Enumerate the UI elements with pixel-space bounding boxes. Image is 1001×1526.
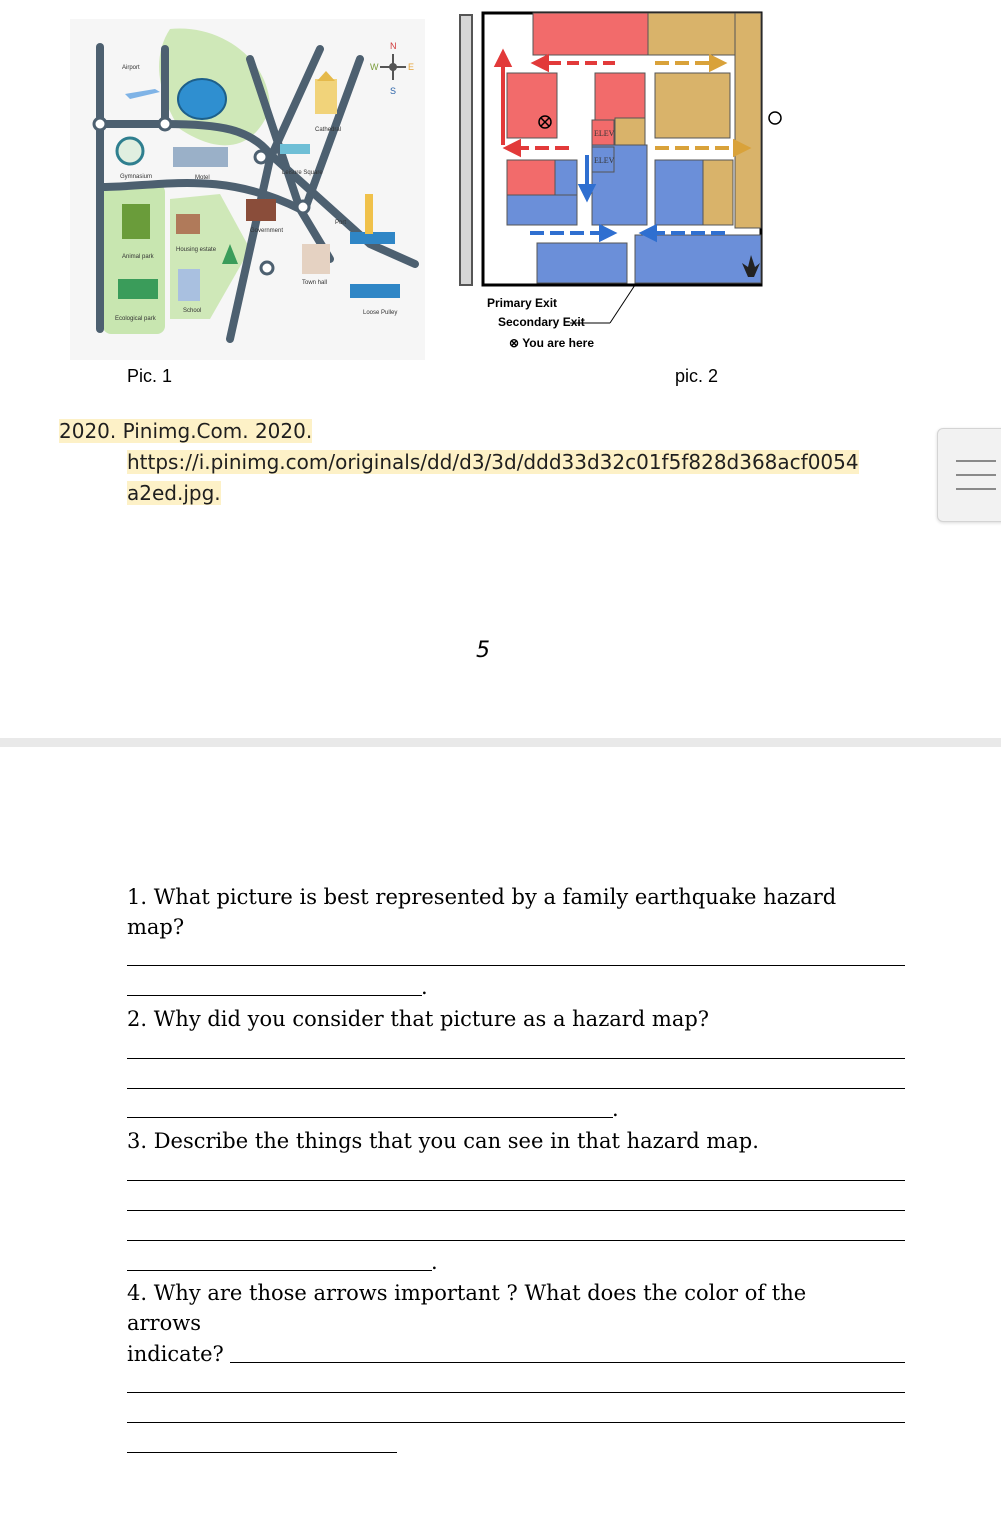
answer-line[interactable]: [230, 1362, 905, 1363]
elevator-label-2: ELEV: [594, 156, 615, 165]
reference-line-1: 2020. Pinimg.Com. 2020.: [59, 419, 313, 443]
question-1-cont: map?: [127, 915, 185, 939]
answer-period: .: [612, 1097, 619, 1121]
pic2-caption: pic. 2: [675, 366, 719, 386]
map-label-government: Government: [250, 228, 284, 234]
question-2: 2. Why did you consider that picture as a hazard map?: [127, 1007, 710, 1031]
answer-line[interactable]: [127, 1117, 613, 1118]
map-label-animal-park: Animal park: [122, 254, 154, 260]
legend-you-are-here: ⊗ You are here: [509, 336, 594, 350]
answer-line[interactable]: [127, 1240, 905, 1241]
answer-line[interactable]: [127, 1452, 397, 1453]
city-map-figure: [70, 19, 425, 360]
map-label-loose-pulley: Loose Pulley: [363, 310, 398, 316]
answer-line[interactable]: [127, 1210, 905, 1211]
answer-line[interactable]: [127, 1180, 905, 1181]
question-4-cont-2: indicate?: [127, 1342, 224, 1366]
compass-s-label: S: [390, 86, 397, 96]
reference-url-line-2[interactable]: https://i.pinimg.com/originals/dd/d3/3d/ddd33d32c01f5f828d368acf0054: [127, 450, 859, 474]
legend-secondary-exit: Secondary Exit: [498, 315, 585, 329]
page-divider: [0, 738, 1001, 747]
map-label-cathedral: Cathedral: [315, 127, 342, 133]
wheelchair-icon: [769, 112, 781, 124]
question-1: 1. What picture is best represented by a family earthquake hazard: [127, 885, 837, 909]
map-label-motel: Motel: [195, 175, 210, 181]
compass-e-label: E: [408, 62, 415, 72]
pic1-caption: Pic. 1: [127, 366, 173, 386]
answer-period: .: [431, 1250, 438, 1274]
answer-line[interactable]: [127, 965, 905, 966]
map-label-leisure-square: Leisure Square: [282, 170, 323, 176]
map-label-ecological-park: Ecological park: [115, 316, 156, 322]
elevator-label-1: ELEV: [594, 129, 615, 138]
question-4-cont: arrows: [127, 1311, 201, 1335]
map-label-port: Port: [335, 220, 347, 226]
map-label-airport: Airport: [122, 65, 140, 71]
question-3: 3. Describe the things that you can see in that hazard map.: [127, 1129, 759, 1153]
answer-line[interactable]: [127, 995, 422, 996]
question-4: 4. Why are those arrows important ? What does the color of the: [127, 1281, 807, 1305]
answer-period: .: [421, 975, 428, 999]
answer-line[interactable]: [127, 1392, 905, 1393]
answer-line[interactable]: [127, 1058, 905, 1059]
compass-w-label: W: [370, 62, 379, 72]
map-label-school: School: [183, 308, 202, 314]
page-number: 5: [476, 638, 490, 663]
answer-line[interactable]: [127, 1088, 905, 1089]
map-label-town-hall: Town hall: [302, 280, 328, 286]
evacuation-map-figure: [455, 5, 785, 355]
answer-line[interactable]: [127, 1422, 905, 1423]
answer-line[interactable]: [127, 1270, 432, 1271]
map-label-gymnasium: Gymnasium: [120, 174, 153, 180]
reference-url-line-3[interactable]: a2ed.jpg.: [127, 481, 221, 505]
you-are-here-icon: ⊗: [509, 336, 520, 350]
compass-n-label: N: [390, 41, 397, 51]
legend-primary-exit: Primary Exit: [487, 296, 558, 310]
map-label-housing-estate: Housing estate: [176, 247, 217, 253]
side-menu-handle[interactable]: [937, 428, 1001, 522]
city-map-illustration: [70, 19, 425, 360]
